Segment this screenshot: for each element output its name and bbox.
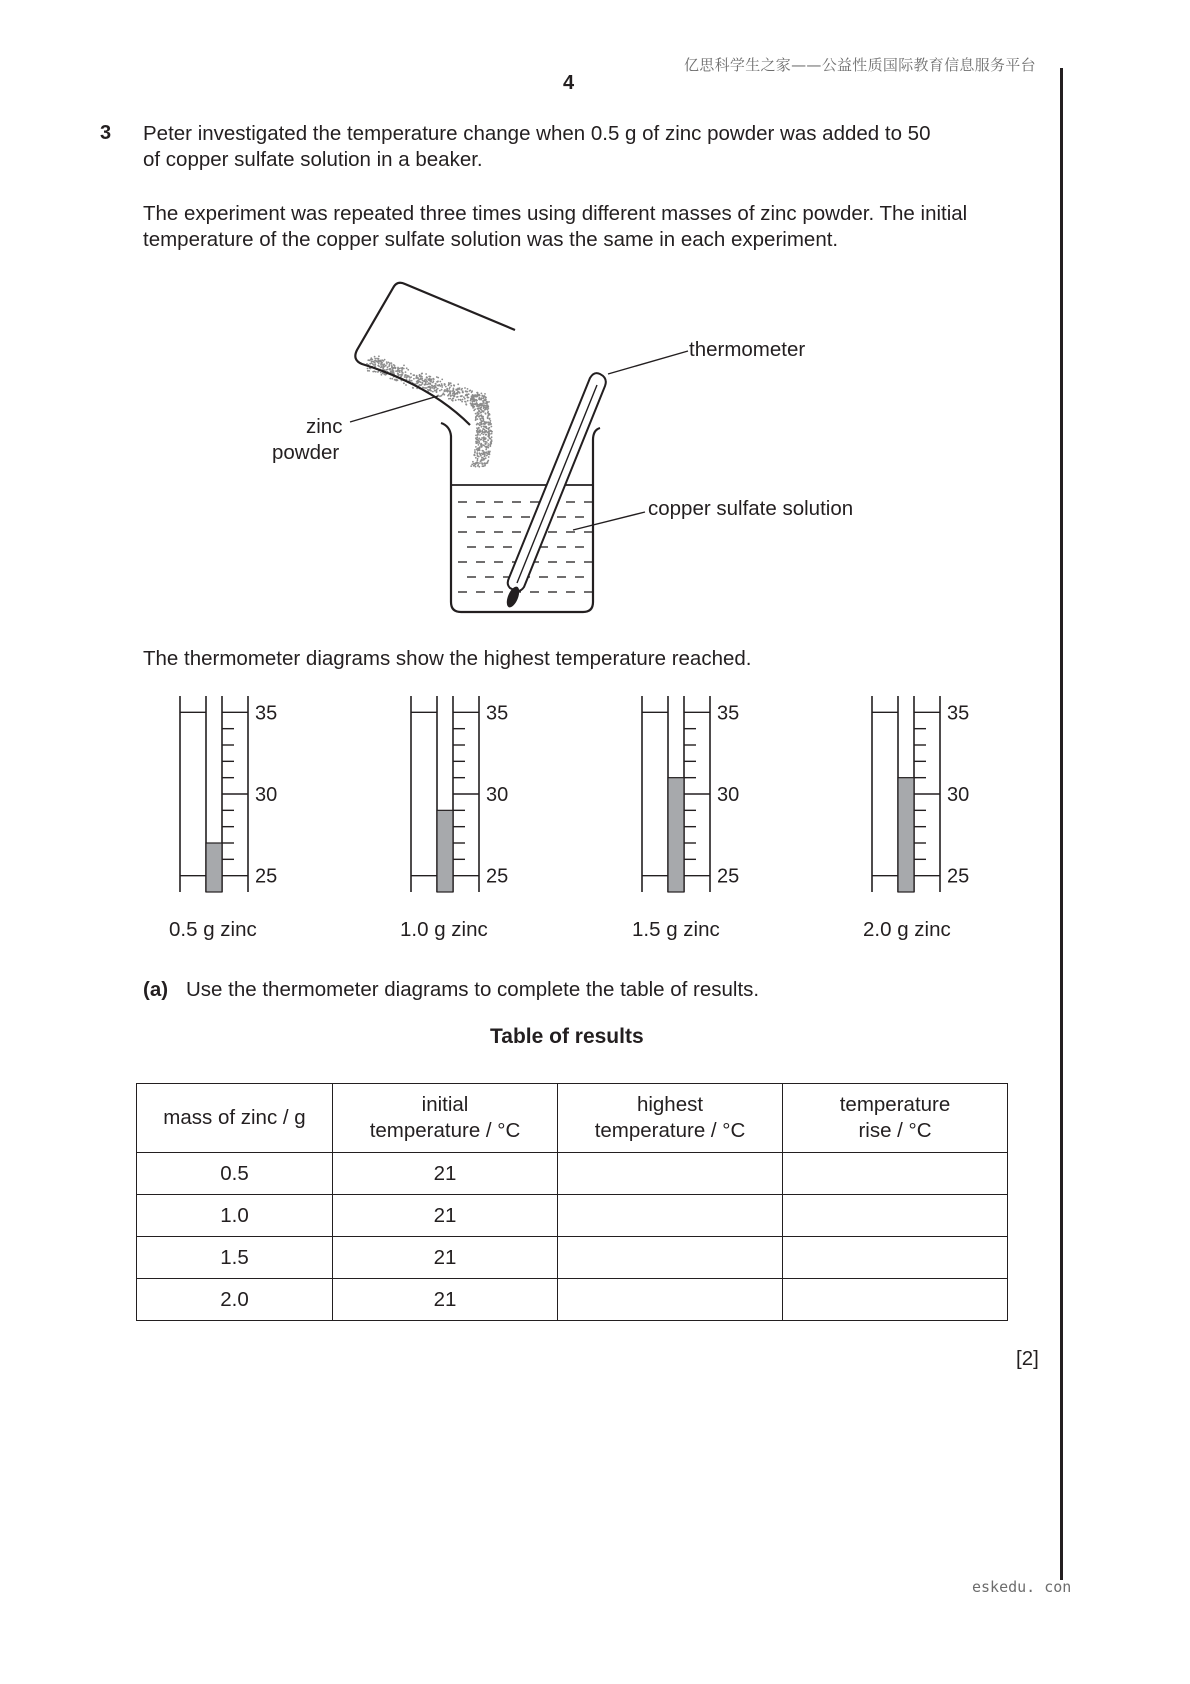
para2-line-1: The experiment was repeated three times using different masses of zinc powder. The initial (143, 202, 968, 225)
label-thermometer: thermometer (689, 338, 806, 361)
header-highest-temp: highest temperature / °C (558, 1084, 783, 1153)
header-initial-temp: initial temperature / °C (333, 1084, 558, 1153)
results-table (136, 1083, 1008, 1321)
cell-mass: 1.5 (137, 1237, 333, 1279)
scale-label: 25 (255, 865, 278, 888)
cell-initial: 21 (333, 1195, 558, 1237)
thermometer-1 (180, 696, 277, 892)
cell-highest-input[interactable] (558, 1195, 783, 1237)
table-row (137, 1237, 1008, 1279)
table-row (137, 1153, 1008, 1195)
cell-highest-input[interactable] (558, 1279, 783, 1321)
scale-label: 30 (255, 784, 278, 806)
thermometer-intro: The thermometer diagrams show the highest temperature reached. (143, 647, 752, 670)
cell-rise-input[interactable] (783, 1195, 1008, 1237)
caption-0-5g: 0.5 g zinc (169, 918, 257, 941)
liquid-column (668, 778, 684, 892)
part-a-label: (a) (143, 978, 169, 1001)
table-row (137, 1195, 1008, 1237)
watermark-header: 亿思科学生之家——公益性质国际教育信息服务平台 (684, 56, 1036, 74)
scale-label: 25 (486, 865, 509, 888)
caption-1-0g: 1.0 g zinc (400, 918, 488, 941)
question-number: 3 (100, 122, 112, 144)
cell-mass: 1.0 (137, 1195, 333, 1237)
cell-initial: 21 (333, 1153, 558, 1195)
part-a-text: Use the thermometer diagrams to complete the table of results. (186, 978, 760, 1001)
scale-label: 35 (255, 702, 278, 725)
liquid-column (898, 778, 914, 892)
cell-highest-input[interactable] (558, 1237, 783, 1279)
thermometer-2 (411, 696, 508, 892)
cell-initial: 21 (333, 1237, 558, 1279)
caption-1-5g: 1.5 g zinc (632, 918, 720, 941)
footer-watermark: eskedu. con (972, 1578, 1072, 1596)
para2-line-2: temperature of the copper sulfate solution was the same in each experiment. (143, 228, 839, 251)
scale-label: 30 (486, 784, 509, 806)
page-number: 4 (563, 72, 575, 94)
liquid-column (206, 843, 222, 892)
scale-label: 35 (717, 702, 740, 725)
marks-available: [2] (1016, 1347, 1039, 1370)
label-copper-sulfate-solution: copper sulfate solution (648, 497, 854, 520)
cell-mass: 0.5 (137, 1153, 333, 1195)
label-powder: powder (272, 441, 340, 464)
header-temp-rise: temperature rise / °C (783, 1084, 1008, 1153)
scale-label: 30 (947, 784, 970, 806)
table-row (137, 1279, 1008, 1321)
scale-label: 25 (717, 865, 740, 888)
cell-rise-input[interactable] (783, 1153, 1008, 1195)
table-title: Table of results (490, 1025, 644, 1048)
intro-line-2: of copper sulfate solution in a beaker. (143, 148, 483, 171)
cell-highest-input[interactable] (558, 1153, 783, 1195)
cell-mass: 2.0 (137, 1279, 333, 1321)
cell-rise-input[interactable] (783, 1279, 1008, 1321)
scale-label: 35 (486, 702, 509, 725)
liquid-column (437, 810, 453, 892)
scale-label: 35 (947, 702, 970, 725)
scale-label: 25 (947, 865, 970, 888)
thermometer-4 (872, 696, 969, 892)
table-header-row (137, 1084, 1008, 1153)
cell-initial: 21 (333, 1279, 558, 1321)
intro-line-1: Peter investigated the temperature change when 0.5 g of zinc powder was added to 50 (143, 122, 931, 145)
scale-label: 30 (717, 784, 740, 806)
cell-rise-input[interactable] (783, 1237, 1008, 1279)
thermometer-3 (642, 696, 739, 892)
label-zinc: zinc (306, 415, 343, 438)
header-mass: mass of zinc / g (137, 1084, 333, 1153)
caption-2-0g: 2.0 g zinc (863, 918, 951, 941)
